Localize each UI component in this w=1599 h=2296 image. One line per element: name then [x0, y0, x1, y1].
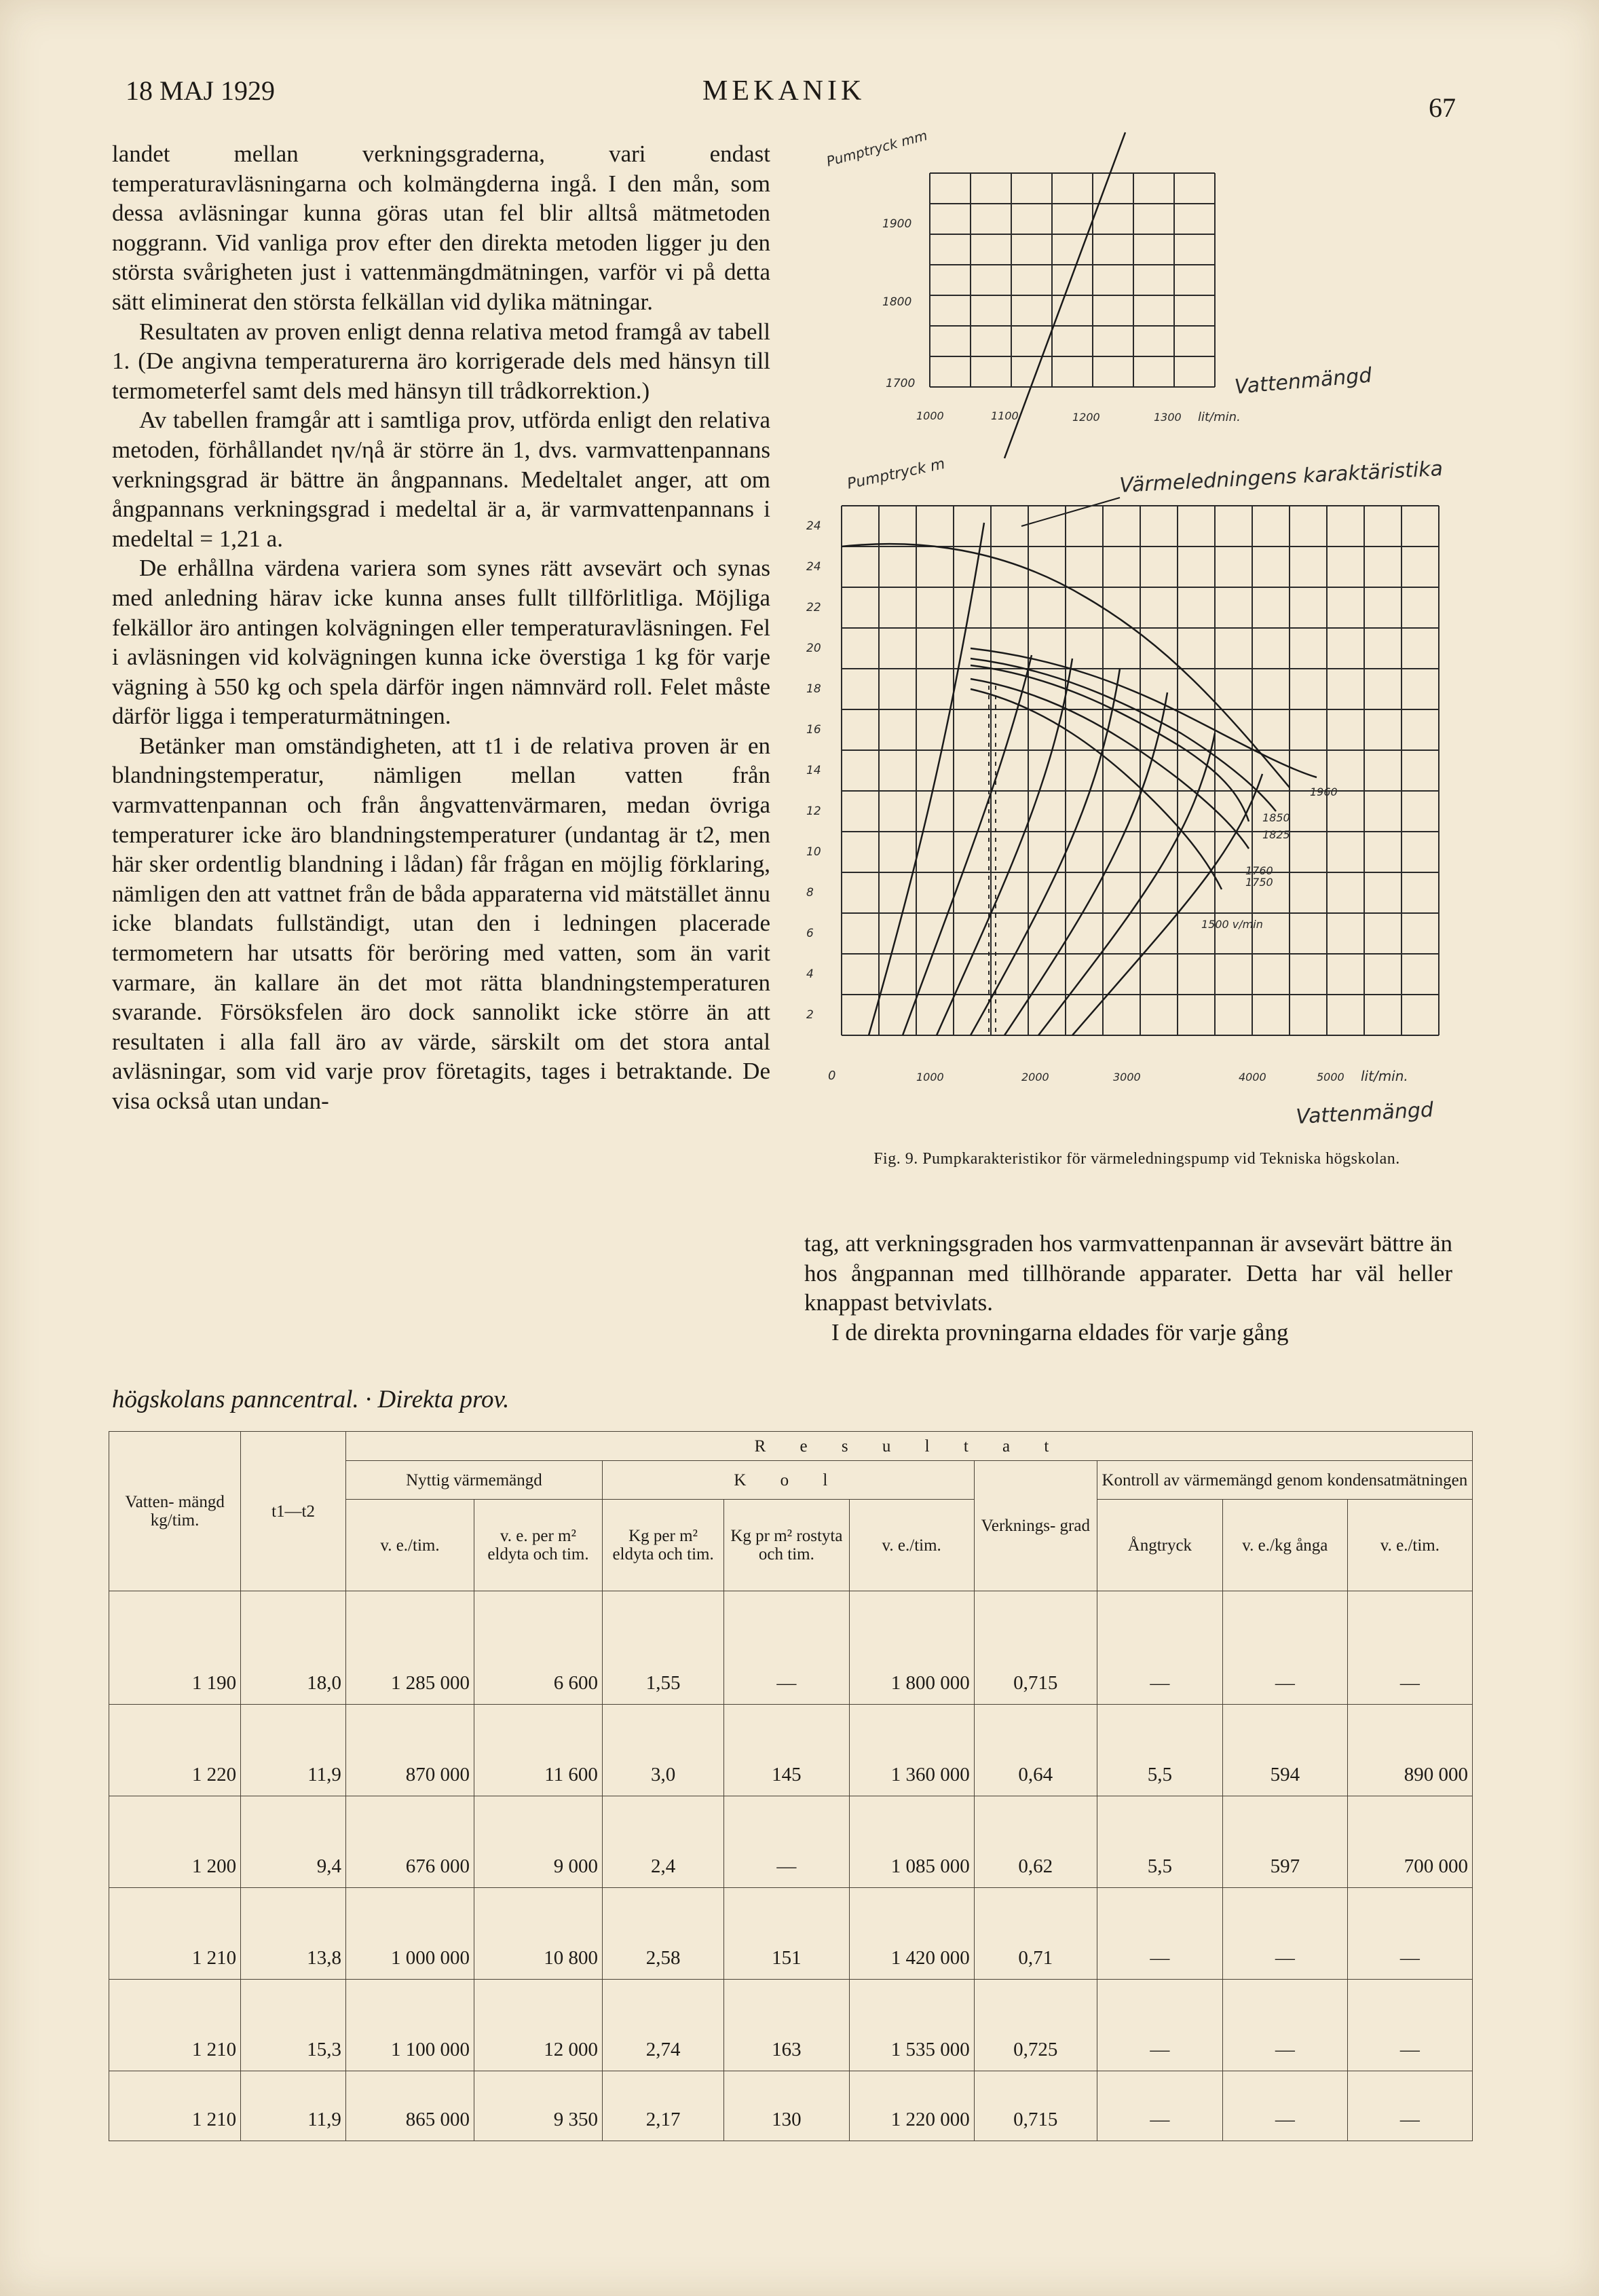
cell: 18,0	[241, 1591, 346, 1705]
cell: 1 360 000	[849, 1705, 974, 1796]
top-x-tick: 1100	[991, 409, 1019, 422]
cell: 1 100 000	[345, 1980, 474, 2071]
left-text-column	[112, 139, 770, 1116]
cell: 9,4	[241, 1796, 346, 1888]
bottom-y-tick: 24	[806, 560, 821, 574]
cell: 1 000 000	[345, 1888, 474, 1980]
curve-speed-labels	[1201, 785, 1338, 931]
cell: —	[724, 1796, 849, 1888]
system-parabola	[903, 655, 1032, 1035]
top-x-tick: 1000	[916, 409, 944, 422]
cell: 9 350	[474, 2071, 602, 2141]
cell: 11,9	[241, 2071, 346, 2141]
header-section-title: MEKANIK	[702, 75, 866, 107]
cell: —	[1222, 1591, 1347, 1705]
cell: 890 000	[1347, 1705, 1472, 1796]
top-y-tick: 1900	[882, 217, 912, 231]
paragraph: landet mellan verkningsgraderna, vari endast temperaturavläsningarna och kolmängderna ingå. I den mån, som dessa avläsningar kunna göras utan fel blir alltså mätmetoden noggrann. Vid vanliga prov efter den direkta metoden ligger ju den största svårigheten just i vattenmängdmätningen, varför vi på detta sätt eliminerat den största felkällan vid dylika mätningar.	[112, 141, 770, 315]
cell: 1 210	[109, 1980, 241, 2071]
cell: 15,3	[241, 1980, 346, 2071]
paragraph: De erhållna värdena variera som synes rätt avsevärt och synas med anledning härav icke kunna anses fullt tillförlitliga. Möjliga felkällor äro antingen kolvägningen eller temperaturavläsningen. Fel i avläsningen vid kolvägningen kunna icke överstiga 1 kg för varje vägning à 550 kg och spela därför ingen nämnvärd roll. Felet måste därför ligga i temperaturmätningen.	[112, 555, 770, 730]
curve-label: 1760	[1245, 864, 1273, 877]
cell: 11,9	[241, 1705, 346, 1796]
col-header: t1—t2	[241, 1432, 346, 1591]
bottom-x-tick: 2000	[1021, 1071, 1049, 1084]
cell: —	[1097, 1980, 1222, 2071]
cell: 12 000	[474, 1980, 602, 2071]
bottom-chart-xlabel: Vattenmängd	[1295, 1098, 1434, 1129]
pump-curve	[971, 689, 1222, 889]
header-date: 18 MAJ 1929	[126, 75, 276, 106]
col-header: v. e./tim.	[1347, 1500, 1472, 1591]
cell: 0,715	[974, 2071, 1097, 2141]
cell: 870 000	[345, 1705, 474, 1796]
results-table	[109, 1431, 1473, 2141]
cell: 130	[724, 2071, 849, 2141]
cell: 594	[1222, 1705, 1347, 1796]
bottom-x-tick: 1000	[916, 1071, 944, 1084]
col-group-header: Nyttig värmemängd	[345, 1461, 602, 1500]
paragraph: I de direkta provningarna eldades för varje gång	[831, 1318, 1289, 1346]
table-row	[109, 1888, 1473, 1980]
top-chart-xlabel: Vattenmängd	[1233, 363, 1373, 399]
bottom-y-tick: 4	[806, 967, 814, 981]
col-header: Ångtryck	[1097, 1500, 1222, 1591]
col-header: Vatten- mängd kg/tim.	[109, 1432, 241, 1591]
title-leader-line	[1021, 498, 1120, 526]
bottom-chart-ylabel: Pumptryck m	[846, 455, 947, 493]
col-header: Kg pr m² rostyta och tim.	[724, 1500, 849, 1591]
table-row	[109, 2071, 1473, 2141]
paragraph: Av tabellen framgår att i samtliga prov, utförda enligt den relativa metoden, förhållandet ηv/ηå är större än 1, dvs. varmvattenpannans verkningsgrad är bättre än ångpannans. Medeltalet anger, att om ångpannans verkningsgrad i medeltal är a, är varmvattenpannans i medeltal = 1,21 a.	[112, 407, 770, 552]
right-text-column	[804, 1229, 1452, 1347]
col-group-header: K o l	[602, 1461, 974, 1500]
cell: 2,74	[602, 1980, 723, 2071]
col-header: v. e. per m² eldyta och tim.	[474, 1500, 602, 1591]
system-parabola	[937, 659, 1072, 1035]
bottom-y-tick: 10	[806, 845, 821, 859]
bottom-x-tick: 0	[828, 1069, 836, 1083]
cell: 1 285 000	[345, 1591, 474, 1705]
curve-label: 1960	[1310, 785, 1338, 798]
cell: —	[1347, 1591, 1472, 1705]
resultat-header: R e s u l t a t	[345, 1432, 1472, 1461]
cell: 1 210	[109, 1888, 241, 1980]
cell: 1 800 000	[849, 1591, 974, 1705]
top-y-tick: 1700	[886, 377, 916, 390]
col-header: Kg per m² eldyta och tim.	[602, 1500, 723, 1591]
cell: —	[1097, 1888, 1222, 1980]
top-x-tick: 1300	[1154, 411, 1182, 424]
cell: 1 220 000	[849, 2071, 974, 2141]
bottom-y-tick: 24	[806, 519, 821, 533]
bottom-y-tick: 12	[806, 804, 821, 818]
bottom-x-tick: 4000	[1239, 1071, 1266, 1084]
bottom-chart-title: Värmeledningens karaktäristika	[1118, 457, 1444, 498]
cell: —	[1347, 2071, 1472, 2141]
bottom-y-tick: 2	[806, 1008, 814, 1022]
bottom-chart-y-ticks	[806, 519, 821, 1022]
bottom-x-tick: lit/min.	[1361, 1068, 1408, 1084]
cell: 145	[724, 1705, 849, 1796]
cell: —	[1222, 1980, 1347, 2071]
table-row	[109, 1796, 1473, 1888]
bottom-chart	[806, 456, 1444, 1129]
bottom-y-tick: 22	[806, 601, 821, 614]
bottom-y-tick: 6	[806, 927, 814, 940]
bottom-x-tick: 3000	[1113, 1071, 1141, 1084]
cell: 5,5	[1097, 1796, 1222, 1888]
curve-label: 1850	[1262, 811, 1290, 824]
pump-characteristics-figure	[801, 122, 1473, 1141]
table-row	[109, 1705, 1473, 1796]
top-y-tick: 1800	[882, 295, 912, 309]
col-header: v. e./kg ånga	[1222, 1500, 1347, 1591]
cell: —	[1222, 2071, 1347, 2141]
cell: 1 085 000	[849, 1796, 974, 1888]
col-group-header: Kontroll av värmemängd genom kondensatmätningen	[1097, 1461, 1472, 1500]
cell: —	[1347, 1980, 1472, 2071]
col-header: Verknings- grad	[974, 1461, 1097, 1591]
cell: 13,8	[241, 1888, 346, 1980]
cell: 0,62	[974, 1796, 1097, 1888]
curve-label: 1825	[1262, 828, 1290, 841]
cell: 10 800	[474, 1888, 602, 1980]
cell: 1 420 000	[849, 1888, 974, 1980]
cell: 0,715	[974, 1591, 1097, 1705]
cell: 0,71	[974, 1888, 1097, 1980]
bottom-chart-curves	[842, 523, 1317, 1035]
cell: —	[1222, 1888, 1347, 1980]
paragraph: tag, att verkningsgraden hos varmvattenpannan är avsevärt bättre än hos ångpannan med tillhörande apparater. Detta har väl heller knappast betvivlats.	[804, 1230, 1452, 1316]
cell: 597	[1222, 1796, 1347, 1888]
cell: 1 535 000	[849, 1980, 974, 2071]
cell: 2,4	[602, 1796, 723, 1888]
cell: 163	[724, 1980, 849, 2071]
top-chart	[825, 127, 1373, 458]
table-title: högskolans panncentral. · Direkta prov.	[112, 1386, 510, 1413]
cell: 700 000	[1347, 1796, 1472, 1888]
top-chart-ylabel: Pumptryck mm	[825, 127, 929, 170]
curve-label: 1500 v/min	[1201, 918, 1263, 931]
paragraph: Betänker man omständigheten, att t1 i de relativa proven är en blandningstemperatur, nämligen mellan vatten från varmvattenpannan och från ångvattenvärmaren, medan övriga temperaturer icke äro blandningstemperaturer (undantag är t2, men här sker ordentlig blandning i lådan) får frågan en möjlig förklaring, nämligen den att vattnet från de båda apparaterna vid mätstället ännu icke blandats fullständigt, utan den i ledningen placerade termometern har utsatts för beröring med vatten, som än varit varmare, än kallare än det mot rätta blandningstemperaturen svarande. Försöksfelen äro dock sannolikt icke större än att resultaten i alla fall äro av värde, särskilt om det stora antal avläsningar, som vid varje prov företagits, tages i betraktande. De visa också utan undan-	[112, 732, 770, 1114]
bottom-y-tick: 18	[806, 682, 821, 696]
bottom-x-tick: 5000	[1317, 1071, 1344, 1084]
cell: 11 600	[474, 1705, 602, 1796]
curve-label: 1750	[1245, 876, 1273, 889]
top-x-tick: 1200	[1072, 411, 1100, 424]
top-chart-grid	[930, 173, 1215, 387]
cell: —	[1097, 1591, 1222, 1705]
cell: 5,5	[1097, 1705, 1222, 1796]
bottom-y-tick: 14	[806, 764, 821, 777]
cell: 3,0	[602, 1705, 723, 1796]
cell: —	[1097, 2071, 1222, 2141]
cell: 2,17	[602, 2071, 723, 2141]
cell: 151	[724, 1888, 849, 1980]
col-header: v. e./tim.	[849, 1500, 974, 1591]
system-parabola	[869, 523, 984, 1035]
cell: 1 210	[109, 2071, 241, 2141]
cell: 676 000	[345, 1796, 474, 1888]
figure-caption: Fig. 9. Pumpkarakteristikor för värmeledningspump vid Tekniska högskolan.	[873, 1150, 1400, 1168]
cell: 6 600	[474, 1591, 602, 1705]
bottom-y-tick: 8	[806, 886, 814, 900]
cell: 1 190	[109, 1591, 241, 1705]
bottom-y-tick: 20	[806, 642, 821, 655]
cell: 1 220	[109, 1705, 241, 1796]
top-x-tick: lit/min.	[1198, 410, 1241, 424]
cell: 9 000	[474, 1796, 602, 1888]
cell: 2,58	[602, 1888, 723, 1980]
cell: —	[1347, 1888, 1472, 1980]
col-header: v. e./tim.	[345, 1500, 474, 1591]
table-row	[109, 1980, 1473, 2071]
paragraph: Resultaten av proven enligt denna relativa metod framgå av tabell 1. (De angivna temperaturerna äro korrigerade dels med hänsyn till termometerfel samt dels med hänsyn till trådkorrektion.)	[112, 318, 770, 404]
cell: 0,64	[974, 1705, 1097, 1796]
page-number: 67	[1429, 92, 1456, 123]
cell: 1,55	[602, 1591, 723, 1705]
bottom-y-tick: 16	[806, 723, 821, 737]
table-row	[109, 1591, 1473, 1705]
system-parabola	[1072, 774, 1262, 1035]
bottom-chart-x-ticks	[828, 1068, 1408, 1084]
cell: 1 200	[109, 1796, 241, 1888]
cell: —	[724, 1591, 849, 1705]
cell: 865 000	[345, 2071, 474, 2141]
cell: 0,725	[974, 1980, 1097, 2071]
